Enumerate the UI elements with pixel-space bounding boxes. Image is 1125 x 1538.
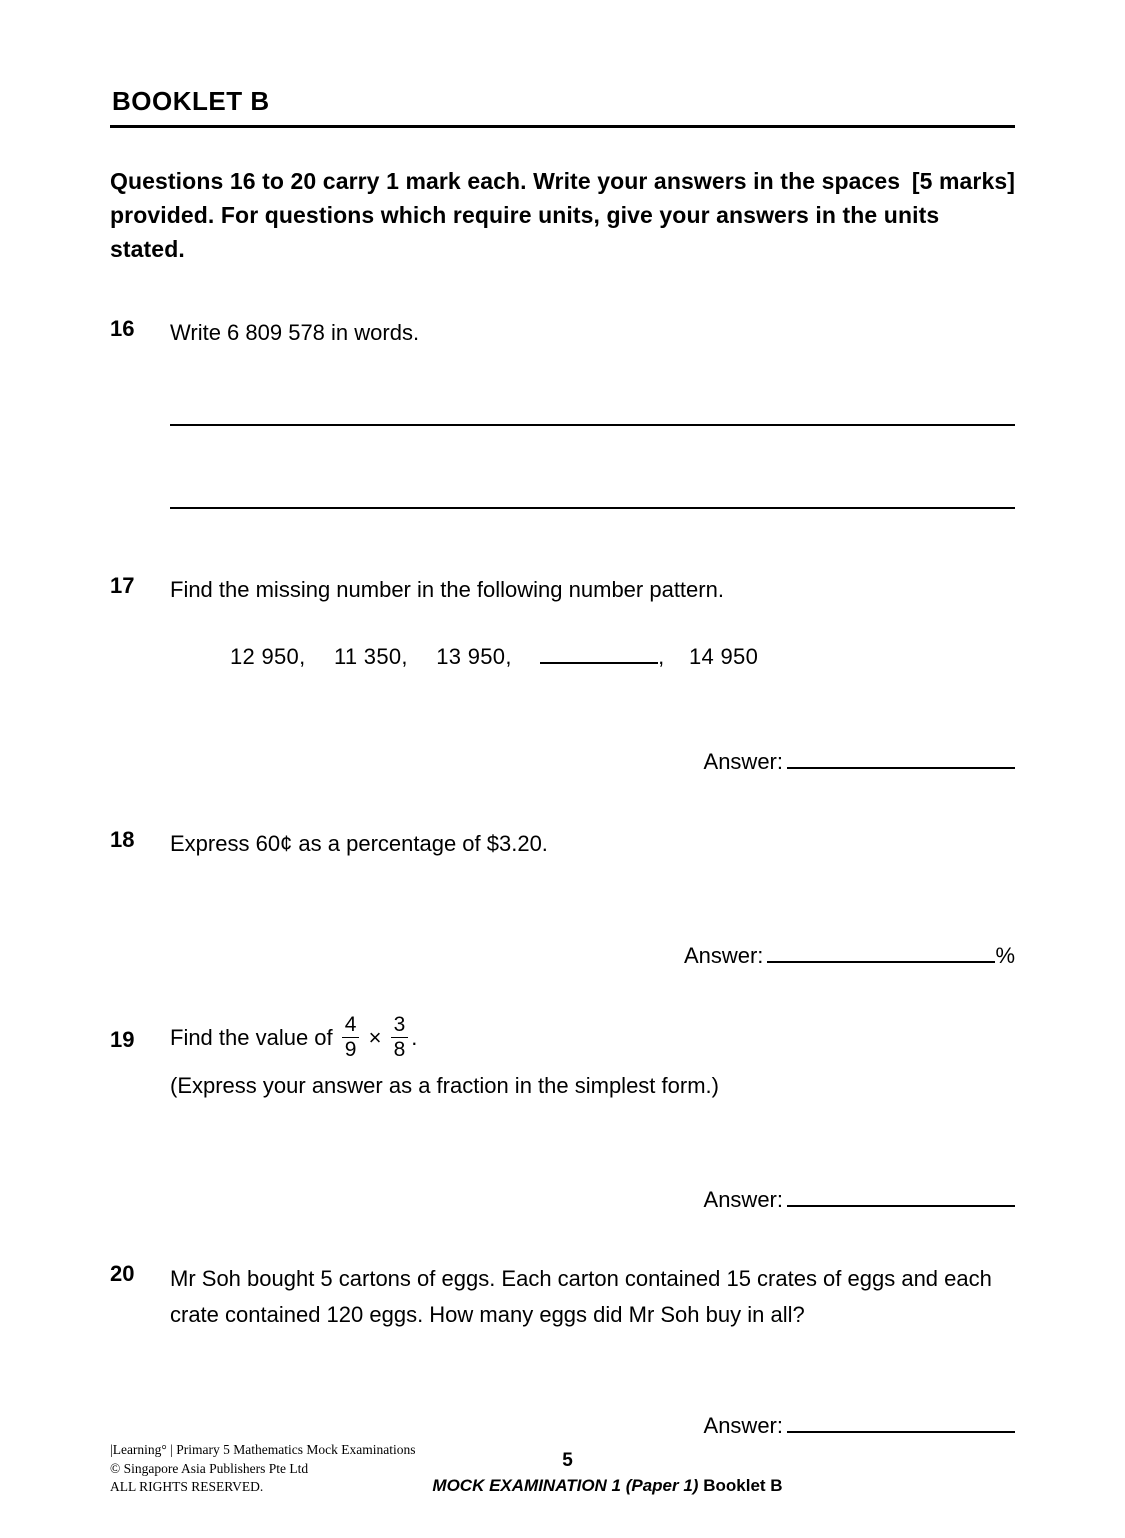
question-16 — [110, 316, 1015, 349]
q16-answer-lines[interactable] — [170, 424, 1015, 509]
fraction-numerator: 3 — [393, 1013, 406, 1037]
question-text: Mr Soh bought 5 cartons of eggs. Each carton contained 15 crates of eggs and each crate contained 120 eggs. How many eggs did Mr Soh buy in all? — [170, 1266, 992, 1327]
footer-center-block — [110, 1450, 1015, 1496]
question-20 — [110, 1261, 1015, 1332]
pattern-term-5: 14 950 — [689, 644, 759, 670]
page-number: 5 — [562, 1450, 573, 1471]
fraction-three-eighths — [391, 1013, 409, 1061]
pattern-term-3: 13 950, — [436, 644, 512, 670]
question-line-1 — [170, 1015, 1015, 1063]
pattern-blank[interactable] — [540, 647, 658, 664]
pattern-comma: , — [658, 644, 665, 670]
number-pattern — [230, 644, 1015, 670]
q20-answer-row — [110, 1412, 1015, 1439]
question-text-before: Find the value of — [170, 1024, 333, 1050]
instructions-text: Questions 16 to 20 carry 1 mark each. Write your answers in the spaces provided. For questions which require units, give your answers in the units stated. — [110, 168, 940, 263]
page-title: BOOKLET B — [112, 86, 270, 116]
answer-blank[interactable] — [767, 942, 995, 963]
answer-label: Answer: — [703, 1187, 783, 1213]
pattern-term-1: 12 950, — [230, 644, 306, 670]
fraction-numerator: 4 — [344, 1013, 357, 1037]
question-17 — [110, 573, 1015, 606]
answer-label: Answer: — [703, 749, 783, 775]
question-text — [170, 1015, 1015, 1102]
answer-write-line[interactable] — [170, 507, 1015, 509]
publisher-line-1: |Learning° | Primary 5 Mathematics Mock Examinations — [110, 1442, 416, 1458]
answer-blank[interactable] — [787, 1412, 1015, 1433]
fraction-denominator: 8 — [391, 1037, 409, 1062]
q17-answer-row — [110, 748, 1015, 775]
instructions-block — [110, 164, 1015, 266]
exam-label — [200, 1476, 1015, 1496]
publisher-line-3: ALL RIGHTS RESERVED. — [110, 1478, 264, 1494]
answer-write-line[interactable] — [170, 424, 1015, 426]
fraction-four-ninths — [342, 1013, 360, 1061]
header-divider — [110, 125, 1015, 128]
publisher-line-2: © Singapore Asia Publishers Pte Ltd — [110, 1460, 309, 1476]
answer-blank[interactable] — [787, 1186, 1015, 1207]
marks-badge: [5 marks] — [911, 168, 1015, 194]
multiplication-operator: × — [368, 1024, 382, 1050]
answer-blank[interactable] — [787, 748, 1015, 769]
question-number: 16 — [110, 316, 135, 342]
question-text: Write 6 809 578 in words. — [170, 320, 420, 346]
answer-label: Answer: — [703, 1413, 783, 1439]
question-text: Find the missing number in the following number pattern. — [170, 577, 724, 603]
question-number: 18 — [110, 827, 135, 853]
question-number: 20 — [110, 1261, 135, 1287]
exam-label-italic: MOCK EXAMINATION 1 (Paper 1) — [432, 1476, 699, 1495]
question-line-2: (Express your answer as a fraction in the simplest form.) — [170, 1073, 719, 1099]
exam-label-booklet: Booklet B — [703, 1476, 783, 1495]
answer-label: Answer: — [683, 943, 764, 969]
q19-answer-row — [110, 1186, 1015, 1213]
pattern-term-2: 11 350, — [333, 644, 408, 670]
question-number: 19 — [110, 1027, 135, 1053]
question-19 — [110, 1015, 1015, 1102]
answer-unit: % — [995, 943, 1015, 969]
fraction-denominator: 9 — [342, 1037, 360, 1062]
q18-answer-row — [110, 942, 1015, 969]
question-18 — [110, 827, 1015, 860]
question-text: Express 60¢ as a percentage of $3.20. — [170, 831, 548, 857]
question-text-after: . — [411, 1024, 418, 1050]
question-number: 17 — [110, 573, 135, 599]
